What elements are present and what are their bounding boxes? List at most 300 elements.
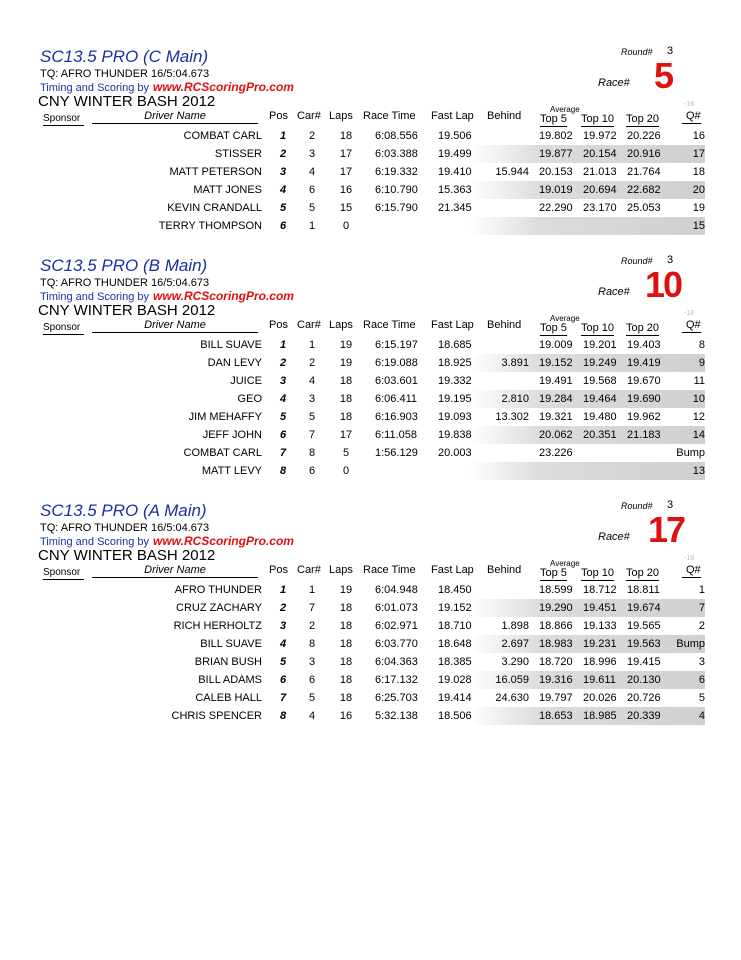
car-cell: 3 (308, 393, 316, 405)
laps-cell: 18 (339, 375, 353, 387)
header-driver-name: Driver Name (92, 110, 258, 124)
q-cell: 6 (698, 674, 705, 686)
header-driver-name: Driver Name (92, 319, 258, 333)
race-time-cell: 6:17.132 (375, 674, 418, 686)
table-row (40, 408, 705, 426)
car-cell: 1 (308, 220, 316, 232)
top10-cell: 19.568 (583, 375, 617, 387)
q-cell: 9 (698, 357, 705, 369)
race-time-cell: 6:03.770 (375, 638, 418, 650)
top10-cell: 20.694 (583, 184, 617, 196)
race-time-cell: 6:04.363 (375, 656, 418, 668)
driver-name-cell: BILL SUAVE (200, 638, 262, 650)
driver-name-cell: CRUZ ZACHARY (176, 602, 262, 614)
top20-cell: 20.916 (627, 148, 661, 160)
top10-cell: 18.996 (583, 656, 617, 668)
driver-name-cell: MATT PETERSON (169, 166, 262, 178)
timing-site-link[interactable]: www.RCScoringPro.com (153, 534, 294, 548)
q-cell: 15 (692, 220, 705, 232)
driver-name-cell: MATT JONES (193, 184, 262, 196)
laps-cell: 15 (339, 202, 353, 214)
header-top10: Top 10 (581, 322, 615, 334)
header-pos: Pos (269, 564, 288, 576)
laps-cell: 17 (339, 429, 353, 441)
fast-lap-cell: 19.506 (438, 130, 472, 142)
header-fast-lap: Fast Lap (431, 319, 474, 331)
race-time-cell: 6:19.088 (375, 357, 418, 369)
q-cell: Bump (676, 638, 705, 650)
fast-lap-cell: 19.499 (438, 148, 472, 160)
top5-cell: 18.599 (539, 584, 573, 596)
timing-line (40, 289, 294, 303)
q-cell: 20 (692, 184, 705, 196)
q-cell: 13 (692, 465, 705, 477)
table-row (40, 127, 705, 145)
q-cell: 4 (698, 710, 705, 722)
car-cell: 5 (308, 411, 316, 423)
top20-cell: 19.415 (627, 656, 661, 668)
timing-line (40, 80, 294, 94)
tq-line: TQ: AFRO THUNDER 16/5:04.673 (40, 277, 210, 289)
table-row (40, 354, 705, 372)
tq-line: TQ: AFRO THUNDER 16/5:04.673 (40, 68, 210, 80)
round-label: Round# (621, 501, 653, 511)
pos-cell: 2 (279, 602, 287, 614)
q-cell: 14 (692, 429, 705, 441)
pos-cell: 7 (279, 692, 287, 704)
fast-lap-cell: 19.410 (438, 166, 472, 178)
fast-lap-cell: 18.648 (438, 638, 472, 650)
timing-line (40, 534, 294, 548)
table-row (40, 217, 705, 235)
fast-lap-cell: 19.152 (438, 602, 472, 614)
header-car: Car# (297, 564, 321, 576)
table-row (40, 390, 705, 408)
driver-name-cell: CALEB HALL (195, 692, 262, 704)
table-row (40, 617, 705, 635)
header-fast-lap: Fast Lap (431, 564, 474, 576)
table-row (40, 372, 705, 390)
race-time-cell: 6:11.058 (375, 429, 418, 441)
table-row (40, 653, 705, 671)
top20-cell: 19.670 (627, 375, 661, 387)
behind-cell: 13.302 (495, 411, 529, 423)
header-race-time: Race Time (363, 110, 416, 122)
driver-name-cell: RICH HERHOLTZ (173, 620, 262, 632)
fast-lap-cell: 19.195 (438, 393, 472, 405)
q-cell: 12 (692, 411, 705, 423)
top5-cell: 23.226 (539, 447, 573, 459)
race-time-cell: 6:15.197 (375, 339, 418, 351)
tq-line: TQ: AFRO THUNDER 16/5:04.673 (40, 522, 210, 534)
car-cell: 5 (308, 202, 316, 214)
header-top20: Top 20 (626, 322, 660, 334)
header-top20: Top 20 (626, 113, 660, 125)
top20-cell: 21.764 (627, 166, 661, 178)
top10-cell: 19.464 (583, 393, 617, 405)
top10-cell: 19.231 (583, 638, 617, 650)
header-q: Q# (682, 319, 701, 333)
top5-cell: 19.290 (539, 602, 573, 614)
driver-name-cell: CHRIS SPENCER (171, 710, 262, 722)
header-pos: Pos (269, 319, 288, 331)
behind-cell: 2.697 (501, 638, 529, 650)
timing-site-link[interactable]: www.RCScoringPro.com (153, 80, 294, 94)
pos-cell: 1 (279, 130, 287, 142)
fast-lap-cell: 15.363 (438, 184, 472, 196)
race-label: Race# (598, 531, 630, 543)
laps-cell: 16 (339, 710, 353, 722)
car-cell: 3 (308, 656, 316, 668)
pos-cell: 8 (279, 465, 287, 477)
laps-cell: 18 (339, 674, 353, 686)
q-cell: 19 (692, 202, 705, 214)
q-cell: 18 (692, 166, 705, 178)
top5-cell: 20.153 (539, 166, 573, 178)
faint-mark: -18 (684, 101, 695, 108)
q-cell: 2 (698, 620, 705, 632)
fast-lap-cell: 19.838 (438, 429, 472, 441)
race-time-cell: 6:04.948 (375, 584, 418, 596)
laps-cell: 0 (342, 465, 350, 477)
car-cell: 7 (308, 429, 316, 441)
top20-cell: 21.183 (627, 429, 661, 441)
top20-cell: 22.682 (627, 184, 661, 196)
event-name: CNY WINTER BASH 2012 (38, 547, 216, 564)
driver-name-cell: STISSER (214, 148, 262, 160)
top5-cell: 19.152 (539, 357, 573, 369)
table-row (40, 462, 705, 480)
pos-cell: 4 (279, 184, 287, 196)
top10-cell: 18.712 (583, 584, 617, 596)
average-label: Average (550, 105, 580, 114)
header-pos: Pos (269, 110, 288, 122)
race-time-cell: 5:32.138 (375, 710, 418, 722)
race-time-cell: 6:25.703 (375, 692, 418, 704)
car-cell: 4 (308, 166, 316, 178)
table-row (40, 181, 705, 199)
q-cell: 7 (698, 602, 705, 614)
pos-cell: 1 (279, 584, 287, 596)
timing-label: Timing and Scoring by (40, 536, 150, 548)
top10-cell: 20.026 (583, 692, 617, 704)
race-time-cell: 6:10.790 (375, 184, 418, 196)
top20-cell: 20.339 (627, 710, 661, 722)
table-row (40, 581, 705, 599)
driver-name-cell: GEO (237, 393, 262, 405)
laps-cell: 17 (339, 166, 353, 178)
laps-cell: 19 (339, 584, 353, 596)
pos-cell: 3 (279, 620, 287, 632)
header-behind: Behind (487, 564, 522, 576)
pos-cell: 8 (279, 710, 287, 722)
q-cell: 11 (693, 375, 705, 387)
laps-cell: 19 (339, 357, 353, 369)
header-car: Car# (297, 319, 321, 331)
race-label: Race# (598, 77, 630, 89)
pos-cell: 6 (279, 220, 287, 232)
fast-lap-cell: 18.710 (438, 620, 472, 632)
race-time-cell: 6:16.903 (375, 411, 418, 423)
top20-cell: 19.674 (627, 602, 661, 614)
pos-cell: 6 (279, 429, 287, 441)
race-time-cell: 6:01.073 (375, 602, 418, 614)
timing-label: Timing and Scoring by (40, 291, 150, 303)
header-top5: Top 5 (540, 567, 567, 579)
laps-cell: 18 (339, 602, 353, 614)
laps-cell: 16 (339, 184, 353, 196)
top5-cell: 20.062 (539, 429, 573, 441)
round-label: Round# (621, 47, 653, 57)
results-table (40, 336, 705, 480)
table-row (40, 426, 705, 444)
behind-cell: 15.944 (495, 166, 529, 178)
car-cell: 6 (308, 184, 316, 196)
results-table (40, 581, 705, 725)
header-top5: Top 5 (540, 113, 567, 125)
top5-cell: 19.284 (539, 393, 573, 405)
behind-cell: 16.059 (495, 674, 529, 686)
header-sponsor: Sponsor (43, 567, 84, 580)
driver-name-cell: JIM MEHAFFY (188, 411, 262, 423)
round-number: 3 (667, 254, 674, 266)
race-time-cell: 6:03.388 (375, 148, 418, 160)
driver-name-cell: AFRO THUNDER (174, 584, 262, 596)
race-section (0, 256, 741, 496)
header-laps: Laps (329, 564, 353, 576)
laps-cell: 18 (339, 130, 353, 142)
top10-cell: 23.170 (583, 202, 617, 214)
pos-cell: 2 (279, 357, 287, 369)
driver-name-cell: KEVIN CRANDALL (167, 202, 262, 214)
pos-cell: 4 (279, 393, 287, 405)
q-cell: 16 (692, 130, 705, 142)
q-cell: 3 (698, 656, 705, 668)
fast-lap-cell: 19.414 (438, 692, 472, 704)
laps-cell: 18 (339, 656, 353, 668)
header-race-time: Race Time (363, 564, 416, 576)
table-row (40, 163, 705, 181)
race-section (0, 501, 741, 741)
top20-cell: 20.130 (627, 674, 661, 686)
car-cell: 5 (308, 692, 316, 704)
header-laps: Laps (329, 110, 353, 122)
class-title: SC13.5 PRO (C Main) (40, 47, 209, 66)
header-car: Car# (297, 110, 321, 122)
race-number: 17 (648, 509, 685, 550)
car-cell: 6 (308, 465, 316, 477)
top5-cell: 19.316 (539, 674, 573, 686)
timing-label: Timing and Scoring by (40, 82, 150, 94)
top20-cell: 19.690 (627, 393, 661, 405)
q-cell: 5 (698, 692, 705, 704)
class-title: SC13.5 PRO (A Main) (40, 501, 207, 520)
race-number: 5 (654, 55, 673, 96)
top5-cell: 19.877 (539, 148, 573, 160)
driver-name-cell: DAN LEVY (207, 357, 262, 369)
round-number: 3 (667, 499, 674, 511)
driver-name-cell: BILL SUAVE (200, 339, 262, 351)
header-top10: Top 10 (581, 113, 615, 125)
race-label: Race# (598, 286, 630, 298)
top20-cell: 20.226 (627, 130, 661, 142)
car-cell: 3 (308, 148, 316, 160)
fast-lap-cell: 19.093 (438, 411, 472, 423)
race-time-cell: 6:02.971 (375, 620, 418, 632)
pos-cell: 1 (279, 339, 287, 351)
round-number: 3 (667, 45, 674, 57)
laps-cell: 18 (339, 638, 353, 650)
q-cell: 17 (692, 148, 705, 160)
event-name: CNY WINTER BASH 2012 (38, 302, 216, 319)
header-behind: Behind (487, 110, 522, 122)
header-top20: Top 20 (626, 567, 660, 579)
table-row (40, 671, 705, 689)
laps-cell: 18 (339, 692, 353, 704)
laps-cell: 5 (342, 447, 350, 459)
header-fast-lap: Fast Lap (431, 110, 474, 122)
pos-cell: 5 (279, 202, 287, 214)
faint-mark: -18 (684, 310, 695, 317)
laps-cell: 18 (339, 411, 353, 423)
race-time-cell: 6:06.411 (375, 393, 418, 405)
table-row (40, 199, 705, 217)
top10-cell: 19.201 (583, 339, 617, 351)
results-table (40, 127, 705, 235)
fast-lap-cell: 18.925 (438, 357, 472, 369)
average-label: Average (550, 314, 580, 323)
top20-cell: 19.565 (627, 620, 661, 632)
fast-lap-cell: 18.506 (438, 710, 472, 722)
laps-cell: 0 (342, 220, 350, 232)
header-behind: Behind (487, 319, 522, 331)
top5-cell: 18.983 (539, 638, 573, 650)
top5-cell: 19.019 (539, 184, 573, 196)
table-row (40, 145, 705, 163)
top10-cell: 21.013 (583, 166, 617, 178)
race-time-cell: 6:03.601 (375, 375, 418, 387)
car-cell: 2 (308, 130, 316, 142)
header-laps: Laps (329, 319, 353, 331)
race-section (0, 47, 741, 287)
pos-cell: 6 (279, 674, 287, 686)
race-time-cell: 1:56.129 (375, 447, 418, 459)
top10-cell: 19.480 (583, 411, 617, 423)
driver-name-cell: COMBAT CARL (183, 130, 262, 142)
top5-cell: 19.009 (539, 339, 573, 351)
behind-cell: 24.630 (495, 692, 529, 704)
top5-cell: 22.290 (539, 202, 573, 214)
top20-cell: 18.811 (627, 584, 660, 596)
top5-cell: 18.653 (539, 710, 573, 722)
laps-cell: 17 (339, 148, 353, 160)
pos-cell: 4 (279, 638, 287, 650)
top20-cell: 19.403 (627, 339, 661, 351)
q-cell: 10 (692, 393, 705, 405)
car-cell: 1 (308, 584, 316, 596)
header-sponsor: Sponsor (43, 113, 84, 126)
top5-cell: 18.866 (539, 620, 573, 632)
timing-site-link[interactable]: www.RCScoringPro.com (153, 289, 294, 303)
car-cell: 7 (308, 602, 316, 614)
driver-name-cell: JEFF JOHN (202, 429, 262, 441)
top10-cell: 19.611 (583, 674, 616, 686)
top5-cell: 19.802 (539, 130, 573, 142)
driver-name-cell: JUICE (230, 375, 262, 387)
top10-cell: 20.154 (583, 148, 617, 160)
driver-name-cell: COMBAT CARL (183, 447, 262, 459)
behind-cell: 3.891 (501, 357, 529, 369)
behind-cell: 1.898 (501, 620, 529, 632)
car-cell: 1 (308, 339, 316, 351)
driver-name-cell: BILL ADAMS (198, 674, 262, 686)
driver-name-cell: MATT LEVY (201, 465, 262, 477)
top10-cell: 19.451 (583, 602, 617, 614)
top10-cell: 19.133 (583, 620, 617, 632)
car-cell: 8 (308, 638, 316, 650)
fast-lap-cell: 18.450 (438, 584, 472, 596)
top20-cell: 20.726 (627, 692, 661, 704)
race-time-cell: 6:19.332 (375, 166, 418, 178)
table-row (40, 444, 705, 462)
car-cell: 4 (308, 375, 316, 387)
pos-cell: 3 (279, 166, 287, 178)
top5-cell: 18.720 (539, 656, 573, 668)
q-cell: Bump (676, 447, 705, 459)
average-label: Average (550, 559, 580, 568)
table-row (40, 689, 705, 707)
race-number: 10 (645, 264, 682, 305)
round-label: Round# (621, 256, 653, 266)
event-name: CNY WINTER BASH 2012 (38, 93, 216, 110)
header-sponsor: Sponsor (43, 322, 84, 335)
behind-cell: 2.810 (501, 393, 529, 405)
q-cell: 1 (698, 584, 705, 596)
top5-cell: 19.491 (539, 375, 573, 387)
laps-cell: 18 (339, 620, 353, 632)
table-row (40, 635, 705, 653)
q-cell: 8 (698, 339, 705, 351)
driver-name-cell: BRIAN BUSH (194, 656, 262, 668)
car-cell: 2 (308, 620, 316, 632)
behind-cell: 3.290 (501, 656, 529, 668)
car-cell: 2 (308, 357, 316, 369)
fast-lap-cell: 20.003 (438, 447, 472, 459)
car-cell: 8 (308, 447, 316, 459)
pos-cell: 5 (279, 411, 287, 423)
fast-lap-cell: 18.685 (438, 339, 472, 351)
class-title: SC13.5 PRO (B Main) (40, 256, 208, 275)
header-race-time: Race Time (363, 319, 416, 331)
pos-cell: 5 (279, 656, 287, 668)
fast-lap-cell: 19.332 (438, 375, 472, 387)
car-cell: 6 (308, 674, 316, 686)
top20-cell: 25.053 (627, 202, 661, 214)
header-top10: Top 10 (581, 567, 615, 579)
table-row (40, 336, 705, 354)
pos-cell: 3 (279, 375, 287, 387)
faint-mark: -18 (684, 555, 695, 562)
fast-lap-cell: 19.028 (438, 674, 472, 686)
laps-cell: 19 (339, 339, 353, 351)
race-time-cell: 6:15.790 (375, 202, 418, 214)
fast-lap-cell: 18.385 (438, 656, 472, 668)
pos-cell: 2 (279, 148, 287, 160)
table-row (40, 707, 705, 725)
top20-cell: 19.563 (627, 638, 661, 650)
laps-cell: 18 (339, 393, 353, 405)
header-q: Q# (682, 564, 701, 578)
